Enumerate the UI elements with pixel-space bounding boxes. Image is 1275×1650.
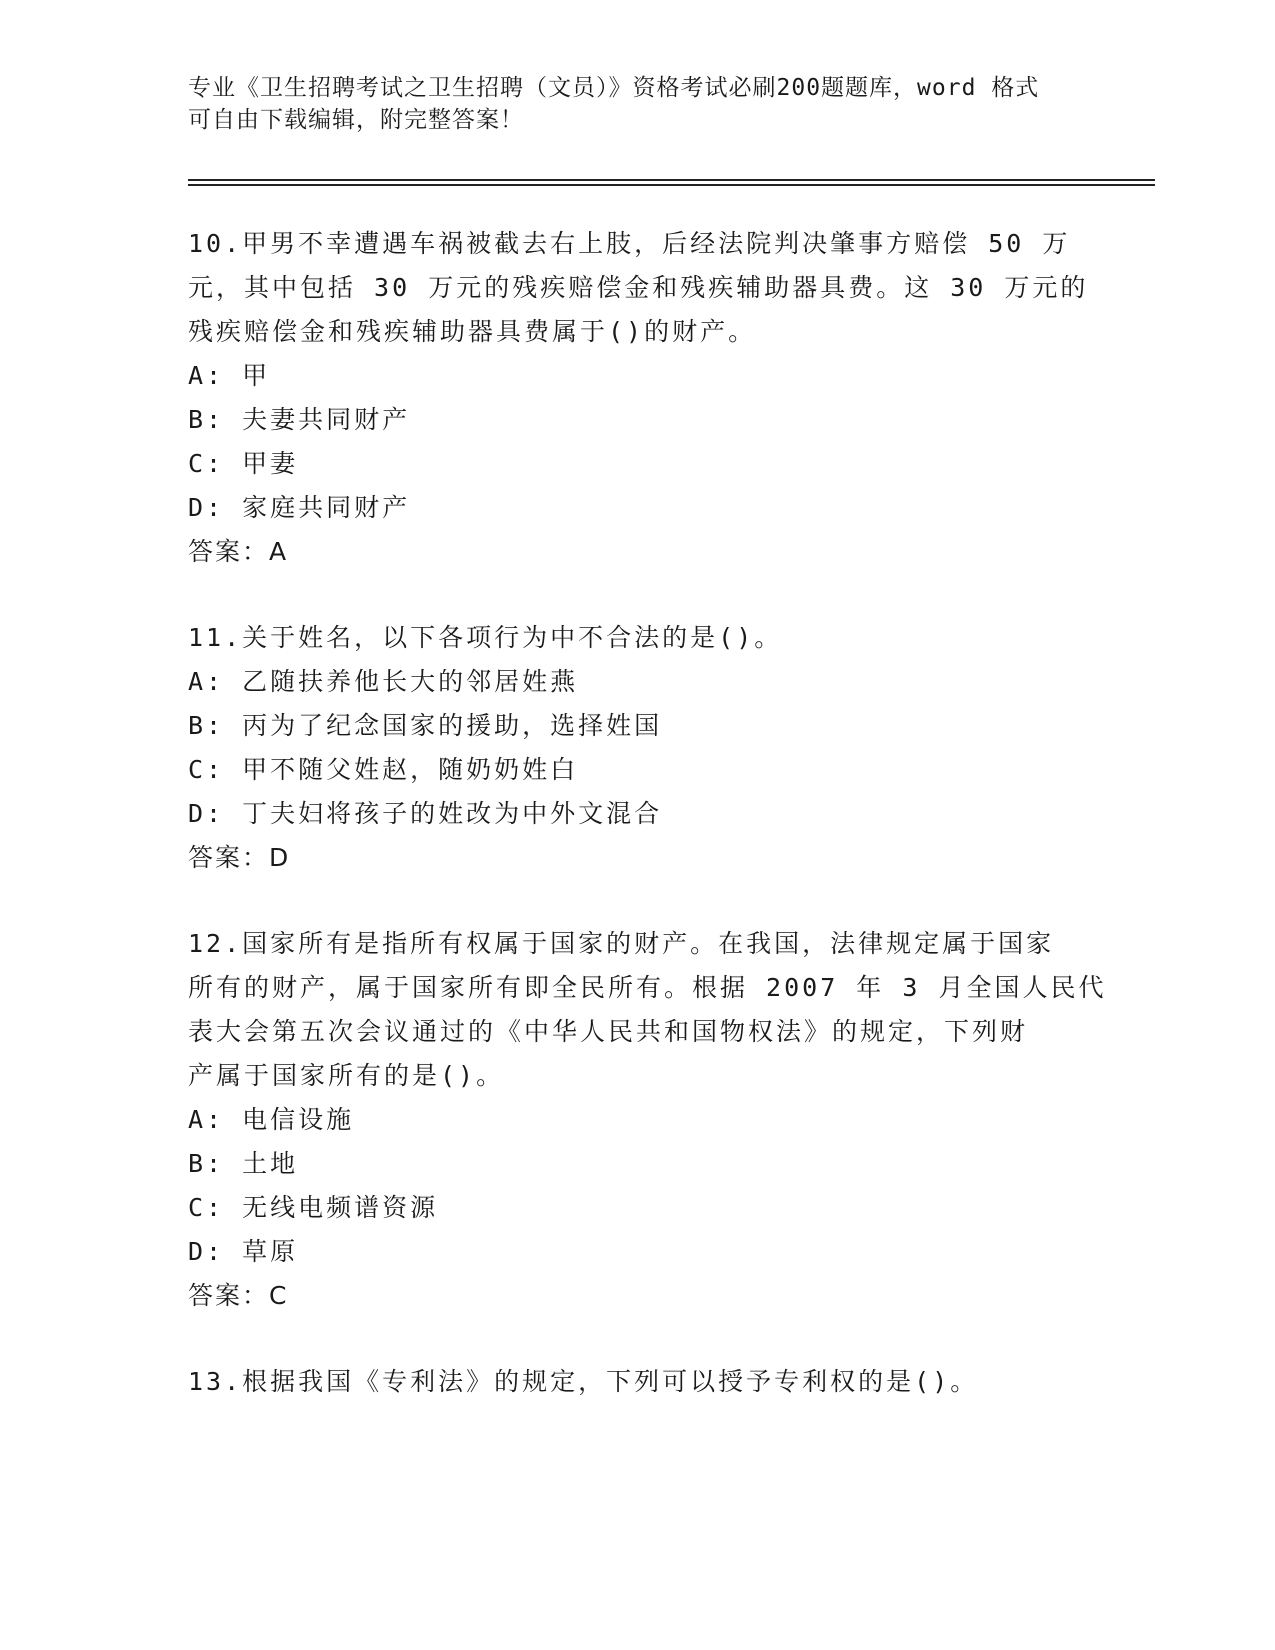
question-10-stem-line-2: 元，其中包括 30 万元的残疾赔偿金和残疾辅助器具费。这 30 万元的 (188, 273, 1089, 302)
question-12-stem-line-1: 12.国家所有是指所有权属于国家的财产。在我国，法律规定属于国家 (188, 929, 1055, 958)
question-12-option-c: C: 无线电频谱资源 (188, 1193, 439, 1222)
question-12-option-b: B: 土地 (188, 1149, 299, 1178)
question-12-stem-line-3: 表大会第五次会议通过的《中华人民共和国物权法》的规定，下列财 (188, 1017, 1029, 1046)
header-line-1: 专业《卫生招聘考试之卫生招聘（文员）》资格考试必刷200题题库，word 格式 (188, 75, 1040, 101)
question-10-answer: 答案：A (188, 537, 289, 566)
question-11-option-b: B: 丙为了纪念国家的援助，选择姓国 (188, 711, 663, 740)
document-header (188, 72, 1088, 136)
question-11-stem-line-1: 11.关于姓名，以下各项行为中不合法的是()。 (188, 623, 783, 652)
question-12-option-d: D: 草原 (188, 1237, 299, 1266)
question-13-stem-line-1: 13.根据我国《专利法》的规定，下列可以授予专利权的是()。 (188, 1367, 979, 1396)
question-11-option-a: A: 乙随扶养他长大的邻居姓燕 (188, 667, 579, 696)
question-11-option-c: C: 甲不随父姓赵，随奶奶姓白 (188, 755, 579, 784)
question-10-option-d: D: 家庭共同财产 (188, 493, 411, 522)
question-10-option-b: B: 夫妻共同财产 (188, 405, 411, 434)
header-divider-bottom (188, 184, 1155, 186)
header-divider-top (188, 179, 1155, 181)
question-12-stem-line-2: 所有的财产，属于国家所有即全民所有。根据 2007 年 3 月全国人民代 (188, 973, 1107, 1002)
question-11-answer: 答案：D (188, 843, 291, 872)
question-12-stem-line-4: 产属于国家所有的是()。 (188, 1061, 505, 1090)
question-12-answer: 答案：C (188, 1281, 289, 1310)
question-10-option-c: C: 甲妻 (188, 449, 299, 478)
question-10-stem-line-3: 残疾赔偿金和残疾辅助器具费属于()的财产。 (188, 317, 757, 346)
question-10-option-a: A: 甲 (188, 361, 271, 390)
header-line-2: 可自由下载编辑，附完整答案！ (188, 107, 524, 133)
question-12-option-a: A: 电信设施 (188, 1105, 355, 1134)
question-11-option-d: D: 丁夫妇将孩子的姓改为中外文混合 (188, 799, 663, 828)
question-10-stem-line-1: 10.甲男不幸遭遇车祸被截去右上肢，后经法院判决肇事方赔偿 50 万 (188, 229, 1071, 258)
